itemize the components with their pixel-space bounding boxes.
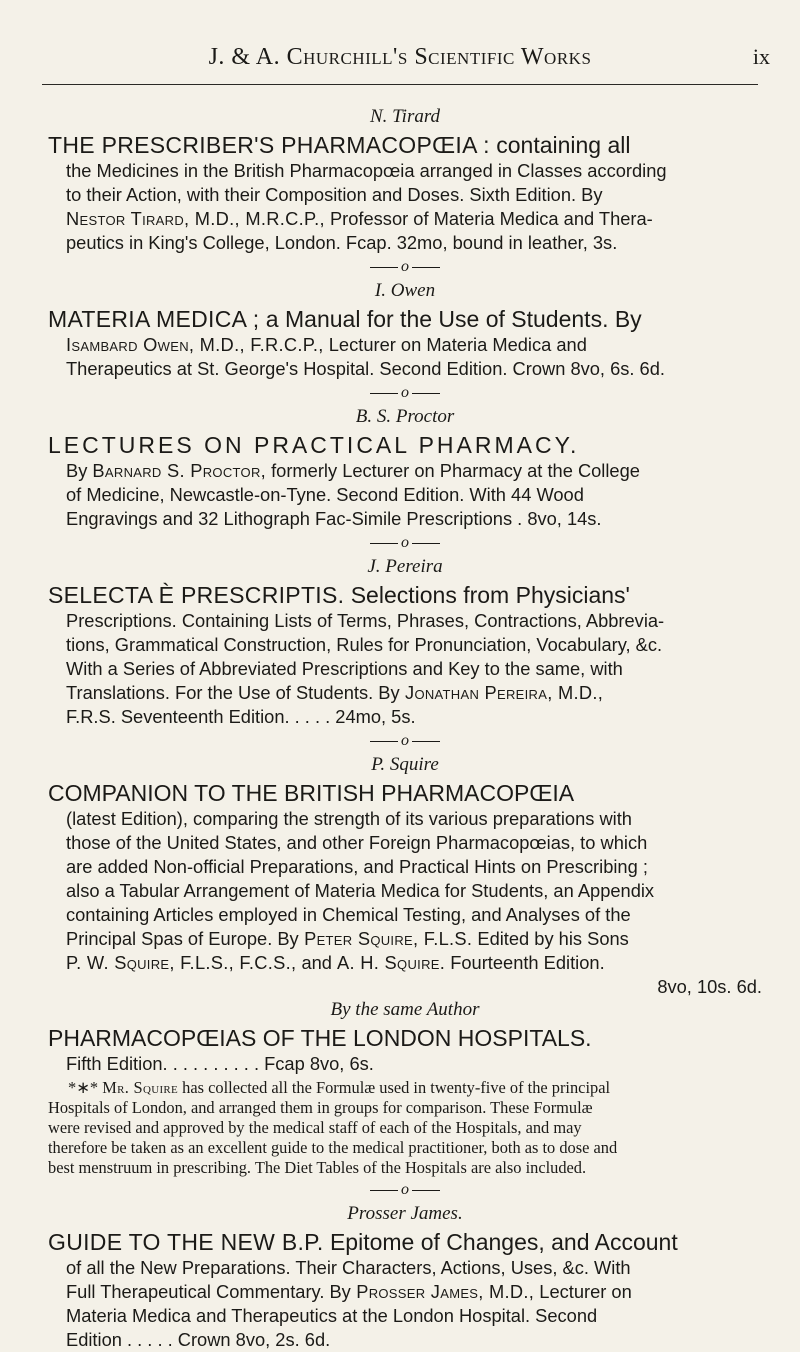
entry-title-line bbox=[48, 131, 762, 159]
desc-line: F.R.S. Seventeenth Edition. . . . . 24mo, 5s. bbox=[66, 706, 416, 727]
entry-description bbox=[66, 609, 762, 729]
separator: o bbox=[48, 1181, 762, 1199]
same-author-label: By the same Author bbox=[330, 999, 480, 1020]
desc-line: Prescriptions. Containing Lists of Terms, Phrases, Contractions, Abbrevia- bbox=[66, 610, 665, 631]
author-name: Prosser James, M.D., bbox=[350, 1281, 535, 1302]
entry-pereira bbox=[48, 556, 762, 729]
entry-title-rest: Epitome of Changes, and Account bbox=[323, 1229, 678, 1255]
entry-author: B. S. Proctor bbox=[355, 406, 455, 427]
catalogue-content bbox=[48, 106, 762, 1352]
entry-title-rest: Selections from Physicians' bbox=[344, 582, 630, 608]
author-name: Isambard Owen, M.D., F.R.C.P., bbox=[66, 334, 324, 355]
author-name: Nestor Tirard, M.D., M.R.C.P., bbox=[66, 208, 325, 229]
entry-description: Fifth Edition. . . . . . . . . . Fcap 8vo, 6s. bbox=[66, 1053, 374, 1074]
desc-line: are added Non-official Preparations, and Practical Hints on Prescribing ; bbox=[66, 856, 648, 877]
author-name: Peter Squire, F.L.S. bbox=[298, 928, 473, 949]
desc-line: and bbox=[296, 952, 338, 973]
note-line: best menstruum in prescribing. The Diet Tables of the Hospitals are also included. bbox=[48, 1158, 587, 1177]
entry-title: MATERIA MEDICA ; bbox=[48, 306, 260, 332]
desc-line: Edited by his Sons bbox=[472, 928, 629, 949]
desc-line: Professor of Materia Medica and Thera- bbox=[324, 208, 653, 229]
desc-line: Lecturer on Materia Medica and bbox=[323, 334, 587, 355]
desc-line: Therapeutics at St. George's Hospital. Second Edition. Crown 8vo, 6s. 6d. bbox=[66, 358, 665, 379]
entry-title: COMPANION TO THE BRITISH PHARMACOPŒIA bbox=[48, 780, 575, 806]
entry-james bbox=[48, 1203, 762, 1352]
entry-description bbox=[66, 159, 762, 255]
note-line: has collected all the Formulæ used in twenty-five of the principal bbox=[178, 1078, 611, 1097]
author-name: Mr. Squire bbox=[102, 1078, 179, 1097]
entry-title: LECTURES ON PRACTICAL PHARMACY. bbox=[48, 432, 580, 458]
desc-line: Materia Medica and Therapeutics at the London Hospital. Second bbox=[66, 1305, 598, 1326]
entry-title-line bbox=[48, 1228, 762, 1256]
desc-line: With a Series of Abbreviated Prescriptions and Key to the same, with bbox=[66, 658, 623, 679]
entry-title-rest: containing all bbox=[489, 132, 631, 158]
desc-line: Engravings and 32 Lithograph Fac-Simile Prescriptions . 8vo, 14s. bbox=[66, 508, 602, 529]
desc-line: peutics in King's College, London. Fcap. 32mo, bound in leather, 3s. bbox=[66, 232, 618, 253]
separator: o bbox=[48, 534, 762, 552]
desc-line: also a Tabular Arrangement of Materia Medica for Students, an Appendix bbox=[66, 880, 655, 901]
entry-title: GUIDE TO THE NEW B.P. bbox=[48, 1229, 324, 1255]
entry-squire bbox=[48, 754, 762, 1178]
desc-line: Lecturer on bbox=[534, 1281, 632, 1302]
entry-description bbox=[66, 459, 762, 531]
desc-line: Full Therapeutical Commentary. By bbox=[66, 1281, 351, 1302]
desc-line: Fourteenth Edition. bbox=[445, 952, 605, 973]
desc-line: Edition . . . . . Crown 8vo, 2s. 6d. bbox=[66, 1329, 331, 1350]
separator: o bbox=[48, 384, 762, 402]
desc-line: containing Articles employed in Chemical Testing, and Analyses of the bbox=[66, 904, 631, 925]
desc-line: tions, Grammatical Construction, Rules for Pronunciation, Vocabulary, &c. bbox=[66, 634, 663, 655]
entry-description bbox=[66, 333, 762, 381]
entry-title-line bbox=[48, 581, 762, 609]
entry-title: SELECTA È PRESCRIPTIS. bbox=[48, 582, 345, 608]
author-name: P. W. Squire, F.L.S., F.C.S., bbox=[66, 952, 297, 973]
note-line: were revised and approved by the medical staff of each of the Hospitals, and may bbox=[48, 1118, 582, 1137]
entry-description bbox=[66, 1256, 762, 1352]
entry-title: THE PRESCRIBER'S PHARMACOPŒIA : bbox=[48, 132, 490, 158]
entry-description bbox=[66, 807, 762, 975]
running-header bbox=[0, 44, 800, 84]
running-title: J. & A. Churchill's Scientific Works bbox=[208, 44, 592, 70]
separator: o bbox=[48, 732, 762, 750]
separator: o bbox=[48, 258, 762, 276]
author-name: A. H. Squire. bbox=[337, 952, 446, 973]
note-line: therefore be taken as an excellent guide to the medical practitioner, both as to dose and bbox=[48, 1138, 618, 1157]
desc-line: formerly Lecturer on Pharmacy at the College bbox=[266, 460, 640, 481]
entry-title-rest: a Manual for the Use of Students. By bbox=[259, 306, 642, 332]
entry-title-line bbox=[48, 305, 762, 333]
entry-author: N. Tirard bbox=[369, 106, 441, 127]
entry-tirard bbox=[48, 106, 762, 255]
entry-author: P. Squire bbox=[371, 754, 439, 775]
entry-owen bbox=[48, 280, 762, 381]
entry-proctor bbox=[48, 406, 762, 531]
author-name: Jonathan Pereira, M.D., bbox=[399, 682, 604, 703]
desc-line: of all the New Preparations. Their Characters, Actions, Uses, &c. With bbox=[66, 1257, 631, 1278]
desc-line: those of the United States, and other Foreign Pharmacopœias, to which bbox=[66, 832, 648, 853]
entry-title: PHARMACOPŒIAS OF THE LONDON HOSPITALS. bbox=[48, 1025, 592, 1051]
desc-line: By bbox=[66, 460, 93, 481]
entry-price: 8vo, 10s. 6d. bbox=[657, 976, 762, 997]
desc-line: Translations. For the Use of Students. By bbox=[66, 682, 400, 703]
header-rule bbox=[42, 84, 758, 85]
desc-line: Principal Spas of Europe. By bbox=[66, 928, 299, 949]
note-line: Hospitals of London, and arranged them in groups for comparison. These Formulæ bbox=[48, 1098, 593, 1117]
entry-note bbox=[48, 1078, 762, 1178]
desc-line: to their Action, with their Composition and Doses. Sixth Edition. By bbox=[66, 184, 603, 205]
desc-line: of Medicine, Newcastle-on-Tyne. Second Edition. With 44 Wood bbox=[66, 484, 584, 505]
entry-author: J. Pereira bbox=[367, 556, 443, 577]
author-name: Barnard S. Proctor, bbox=[92, 460, 267, 481]
entry-author: I. Owen bbox=[374, 280, 436, 301]
desc-line: (latest Edition), comparing the strength of its various preparations with bbox=[66, 808, 632, 829]
page-number: ix bbox=[752, 44, 770, 69]
note-mark: *∗* bbox=[68, 1078, 99, 1097]
desc-line: the Medicines in the British Pharmacopœia arranged in Classes according bbox=[66, 160, 667, 181]
entry-author: Prosser James. bbox=[347, 1203, 463, 1224]
